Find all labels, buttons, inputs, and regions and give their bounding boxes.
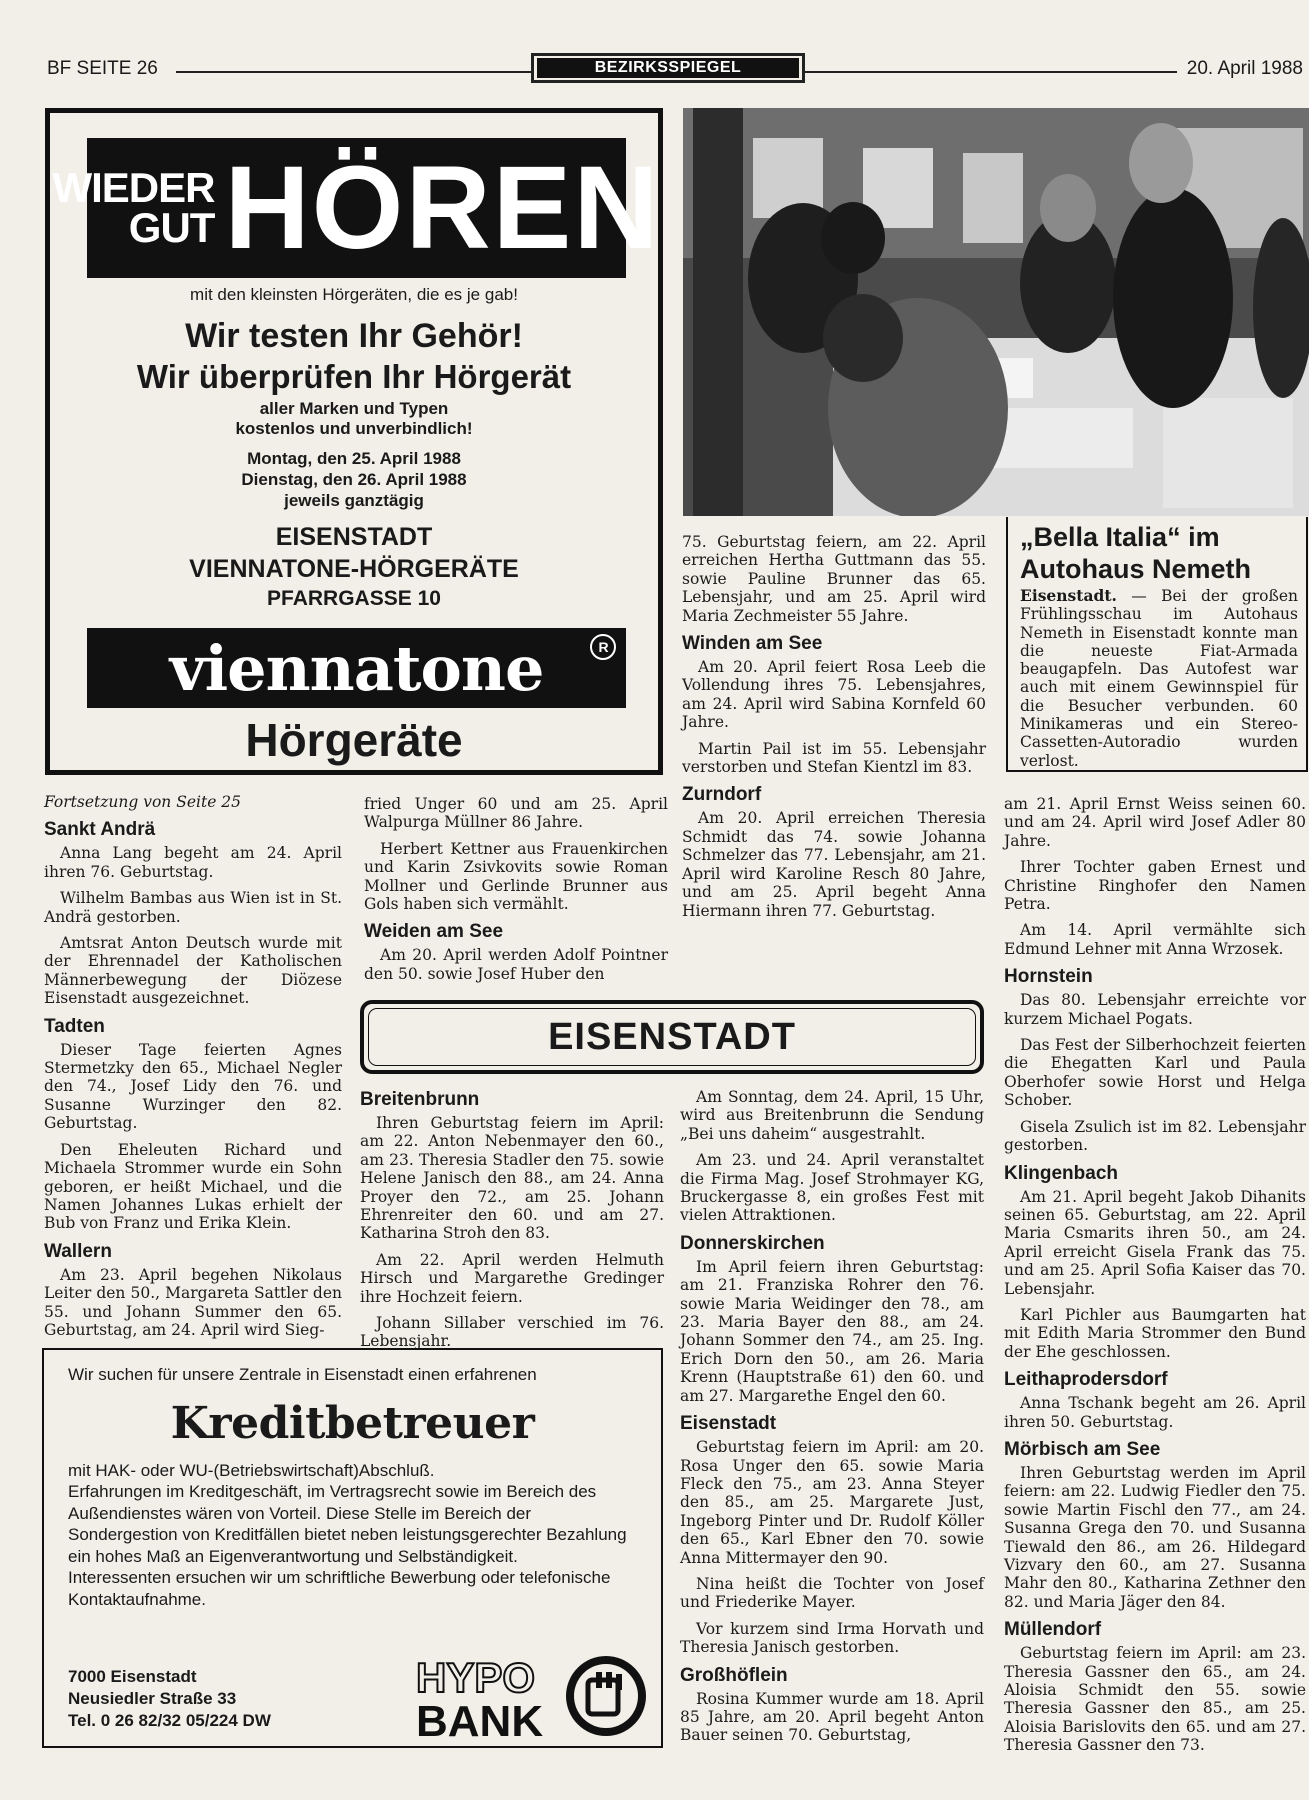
job-ad xyxy=(42,1348,663,1748)
column-photo-below xyxy=(682,533,986,928)
address-phone: Tel. 0 26 82/32 05/224 DW xyxy=(68,1711,271,1730)
paragraph: Martin Pail ist im 55. Lebensjahr verstorben und Stefan Kientzl im 83. xyxy=(682,739,986,777)
paragraph: fried Unger 60 und am 25. April Walpurga Müllner 86 Jahre. xyxy=(364,795,668,832)
paragraph: Dieser Tage feierten Agnes Stermetzky den 65., Michael Negler den 74., Josef Lidy den 76. und Susanne Wurzinger den 82. Geburtstag. xyxy=(44,1040,342,1133)
paragraph: Am 23. und 24. April veranstaltet die Firma Mag. Josef Strohmayer KG, Bruckergasse 8, ein großes Fest mit vielen Attraktionen. xyxy=(680,1151,984,1225)
column-eisenstadt-1 xyxy=(360,1085,664,1359)
ad-banner xyxy=(52,138,661,278)
job-contact-note: Interessenten ersuchen wir um schriftliche Bewerbung oder telefonische Kontaktaufnahme. xyxy=(68,1568,611,1609)
banner-word-gut: GUT xyxy=(128,204,215,251)
registered-icon: R xyxy=(590,634,616,660)
column-right xyxy=(1004,795,1306,1763)
paragraph: Das Fest der Silberhochzeit feierten die Ehegatten Karl und Paula Oberhofer sowie Horst und Helga Schober. xyxy=(1004,1036,1306,1110)
paragraph: Anna Lang begeht am 24. April ihren 76. Geburtstag. xyxy=(44,844,342,881)
bella-text xyxy=(1020,587,1298,770)
heading-winden: Winden am See xyxy=(682,633,823,655)
banner-word-hoeren: HÖREN xyxy=(224,142,661,274)
paragraph: Am 20. April feiert Rosa Leeb die Vollendung ihres 75. Lebensjahres, am 24. April wird Sabina Kornfeld 60 Jahre. xyxy=(682,658,986,732)
paragraph: 75. Geburtstag feiern, am 22. April erreichen Hertha Guttmann das 55. sowie Pauline Brunner das 65. Lebensjahr, und am 25. April wird Maria Zechmeister 55 Jahre. xyxy=(682,533,986,625)
heading-weiden: Weiden am See xyxy=(364,921,504,943)
logo-word-bank: BANK xyxy=(416,1697,544,1742)
paragraph: Herbert Kettner aus Frauenkirchen und Karin Zsivkovits sowie Roman Mollner und Gerlinde Brunner aus Gols haben sich vermählt. xyxy=(364,839,668,914)
ad-place-3: PFARRGASSE 10 xyxy=(267,587,441,610)
job-requirement: mit HAK- oder WU-(Betriebswirtschaft)Abschluß. xyxy=(68,1460,435,1480)
ad-sub-2: kostenlos und unverbindlich! xyxy=(235,419,473,438)
paragraph: Am 23. April begehen Nikolaus Leiter den 50., Margareta Sattler den 55. und Johann Summer den 65. Geburtstag, am 24. April wird Sieg- xyxy=(44,1265,342,1339)
heading-wallern: Wallern xyxy=(44,1240,112,1262)
paragraph: Am 20. April erreichen Theresia Schmidt das 74. sowie Johanna Schmelzer das 77. Lebensjahr, am 21. April wird Karoline Resch 80 Jahre, und am 25. April begeht Anna Hiermann ihren 77. Geburtstag. xyxy=(682,809,986,920)
paragraph: Am 20. April werden Adolf Pointner den 50. sowie Josef Huber den xyxy=(364,946,668,983)
ad-tagline: mit den kleinsten Hörgeräten, die es je gab! xyxy=(190,285,518,304)
paragraph: Nina heißt die Tochter von Josef und Friederike Mayer. xyxy=(680,1574,984,1612)
page-number: BF SEITE 26 xyxy=(47,58,158,79)
paragraph: am 21. April Ernst Weiss seinen 60. und am 24. April wird Josef Adler 80 Jahre. xyxy=(1004,795,1306,850)
viennatone-logo xyxy=(87,628,626,708)
ad-date-1: Montag, den 25. April 1988 xyxy=(247,449,461,468)
section-title: BEZIRKSSPIEGEL xyxy=(537,58,799,78)
paragraph: Den Eheleuten Richard und Michaela Strommer wurde ein Sohn geboren, er heißt Michael, und die Namen Johannes Lukas erhielt der Bub von Franz und Erika Klein. xyxy=(44,1140,342,1233)
paragraph: Am 22. April werden Helmuth Hirsch und Margarethe Gredinger ihre Hochzeit feiern. xyxy=(360,1250,664,1306)
bella-title: „Bella Italia“ im Autohaus Nemeth xyxy=(1020,522,1252,584)
car-dealer-photo xyxy=(683,108,1309,516)
ad-place-1: EISENSTADT xyxy=(275,523,433,551)
heading-leithaprodersdorf: Leithaprodersdorf xyxy=(1004,1369,1168,1391)
logo-word-hypo: HYPO xyxy=(416,1654,536,1701)
heading-zurndorf: Zurndorf xyxy=(682,784,762,806)
section-title-box xyxy=(531,53,805,83)
district-title: EISENSTADT xyxy=(368,1008,976,1066)
issue-date: 20. April 1988 xyxy=(1186,58,1303,79)
header-rule-right xyxy=(805,71,1177,73)
paragraph: Das 80. Lebensjahr erreichte vor kurzem Michael Pogats. xyxy=(1004,991,1306,1028)
job-address xyxy=(68,1666,271,1732)
ad-brand-sub: Hörgeräte xyxy=(245,714,463,766)
address-city: 7000 Eisenstadt xyxy=(68,1667,197,1686)
paragraph: Am Sonntag, dem 24. April, 15 Uhr, wird aus Breitenbrunn die Sendung „Bei uns daheim“ ausgestrahlt. xyxy=(680,1088,984,1143)
paragraph: Am 21. April begeht Jakob Dihanits seinen 65. Geburtstag, am 22. April Maria Csmarits ihren 50., am 24. April erreicht Gisela Frank das 75. und am 25. April Sofia Kaiser das 70. Lebensjahr. xyxy=(1004,1187,1306,1298)
hypo-bank-logo-graphic xyxy=(416,1650,648,1742)
heading-hornstein: Hornstein xyxy=(1004,966,1093,988)
district-section-box xyxy=(360,1000,984,1074)
heading-klingenbach: Klingenbach xyxy=(1004,1162,1119,1184)
paragraph: Amtsrat Anton Deutsch wurde mit der Ehrennadel der Katholischen Männerbewegung der Diözese Eisenstadt ausgezeichnet. xyxy=(44,934,342,1008)
heading-eisenstadt: Eisenstadt xyxy=(680,1413,777,1435)
paragraph: Wilhelm Bambas aus Wien ist in St. Andrä gestorben. xyxy=(44,889,342,926)
ad-headline-2: Wir überprüfen Ihr Hörgerät xyxy=(136,358,572,395)
ad-headline-1: Wir testen Ihr Gehör! xyxy=(185,317,523,355)
paragraph: Im April feiern ihren Geburtstag: am 21. Franziska Rohrer den 76. sowie Maria Weidinger den 78., am 23. Maria Bayer den 88., am 24. Johann Sommer den 74., am 25. Ing. Erich Dorn den 50., am 26. Maria Krenn (Hauptstraße 61) den 60. und am 27. Margarethe Engel den 60. xyxy=(680,1257,984,1405)
job-description: Erfahrungen im Kreditgeschäft, im Vertragsrecht sowie im Bereich des Außendienstes wären von Vorteil. Diese Stelle im Bereich der Sondergestion von Kreditfällen bietet neben leistungsgerechter Bezahlung ein hohes Maß an Eigenverantwortung und Selbständigkeit. xyxy=(68,1482,627,1566)
paragraph: Am 14. April vermählte sich Edmund Lehner mit Anna Wrzosek. xyxy=(1004,921,1306,958)
viennatone-wordmark: viennatone xyxy=(169,631,544,705)
photo-illustration xyxy=(683,108,1309,516)
heading-moerbisch: Mörbisch am See xyxy=(1004,1438,1161,1460)
paragraph: Ihren Geburtstag werden im April feiern: am 22. Ludwig Fiedler den 75. sowie Martin Fischl den 77., am 24. Susanna Grega den 70. und Susanna Tiewald den 86., am 26. Hildegard Vizvary den 60., am 27. Susanna Mahr den 80., Katharina Zethner den 82. und Maria Jäger den 84. xyxy=(1004,1463,1306,1611)
bella-italia-article xyxy=(1006,517,1308,772)
paragraph: Ihrer Tochter gaben Ernest und Christine Ringhofer den Namen Petra. xyxy=(1004,858,1306,914)
ad-place-2: VIENNATONE-HÖRGERÄTE xyxy=(189,555,519,583)
paragraph: Ihren Geburtstag feiern im April: am 22. Anton Nebenmayer den 60., am 23. Theresia Stadler den 75. sowie Helene Janisch den 88., am 24. Anna Proyer den 72., am 25. Johann Ehrenreiter den 60. und am 27. Katharina Stroh den 83. xyxy=(360,1114,664,1243)
heading-donnerskirchen: Donnerskirchen xyxy=(680,1232,825,1254)
heading-grosshoeflein: Großhöflein xyxy=(680,1664,788,1686)
hearing-aid-ad xyxy=(45,108,663,775)
heading-breitenbrunn: Breitenbrunn xyxy=(360,1089,480,1110)
paragraph: Geburtstag feiern im April: am 20. Rosa Unger den 65. sowie Maria Fleck den 75., am 23. Anna Steyer den 85., am 25. Margarete Just, Ingeborg Pinter und Dr. Rudolf Köller den 65., Karl Ebner den 70. sowie Anna Mittermayer den 90. xyxy=(680,1438,984,1567)
job-intro: Wir suchen für unsere Zentrale in Eisenstadt einen erfahrenen xyxy=(68,1365,537,1384)
bella-body: — Bei der großen Frühlingsschau im Autohaus Nemeth in Eisenstadt konnte man die neueste Fiat-Armada beaugapfeln. Das Autofest war auch mit einem Gewinnspiel für die Besucher verbunden. 60 Minikameras und ein Stereo-Cassetten-Autoradio wurden verlost. xyxy=(1020,587,1298,770)
job-title: Kreditbetreuer xyxy=(170,1397,535,1449)
column-eisenstadt-2 xyxy=(680,1088,984,1753)
paragraph: Geburtstag feiern im April: am 23. Theresia Gassner den 65., am 24. Aloisia Schmidt den 55. sowie Theresia Gassner den 85., am 25. Aloisia Barislovits den 65. und am 27. Theresia Gassner den 73. xyxy=(1004,1644,1306,1755)
ad-sub-1: aller Marken und Typen xyxy=(259,399,449,418)
paragraph: Karl Pichler aus Baumgarten hat mit Edith Maria Strommer den Bund der Ehe geschlossen. xyxy=(1004,1305,1306,1361)
heading-tadten: Tadten xyxy=(44,1015,105,1037)
ad-date-3: jeweils ganztägig xyxy=(284,491,424,510)
ad-date-2: Dienstag, den 26. April 1988 xyxy=(241,470,467,489)
paragraph: Anna Tschank begeht am 26. April ihren 50. Geburtstag. xyxy=(1004,1394,1306,1431)
column-middle xyxy=(364,795,668,991)
paragraph: Vor kurzem sind Irma Horvath und Theresia Janisch gestorben. xyxy=(680,1619,984,1657)
hypo-bank-logo xyxy=(416,1650,648,1742)
heading-muellendorf: Müllendorf xyxy=(1004,1619,1102,1641)
header-rule-left xyxy=(176,71,531,73)
paragraph: Gisela Zsulich ist im 82. Lebensjahr gestorben. xyxy=(1004,1117,1306,1155)
bella-lead: Eisenstadt. xyxy=(1020,586,1117,605)
address-street: Neusiedler Straße 33 xyxy=(68,1689,237,1708)
paragraph: Rosina Kummer wurde am 18. April 85 Jahre, am 20. April begeht Anton Bauer seinen 70. Geburtstag, xyxy=(680,1689,984,1745)
column-left xyxy=(44,793,342,1347)
paragraph: Johann Sillaber verschied im 76. Lebensjahr. xyxy=(360,1314,664,1351)
continuation-note: Fortsetzung von Seite 25 xyxy=(44,793,242,811)
banner-word-wieder: WIEDER xyxy=(52,164,215,211)
heading-sankt-andrae: Sankt Andrä xyxy=(44,819,156,841)
